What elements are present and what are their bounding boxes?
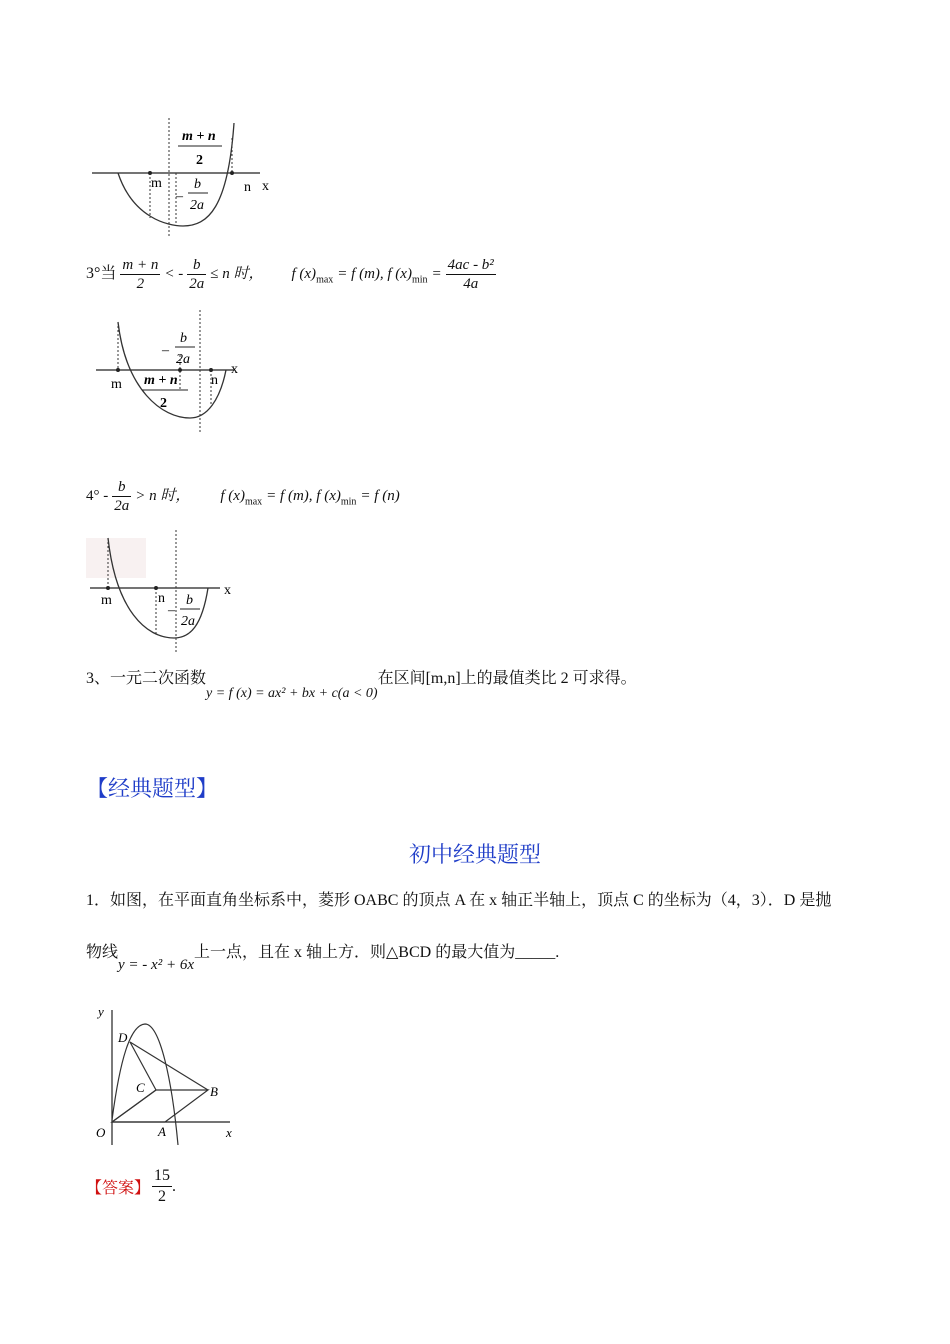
svg-text:2a: 2a [190,198,204,213]
parabola-formula: y = - x² + 6x [118,957,194,973]
frac-vertex-value: $\frac{\text{4ac - b²}}{4a}$ [447,257,494,292]
svg-text:b: b [194,177,201,192]
svg-text:m + n: m + n [144,373,178,388]
label-n: n [244,180,251,195]
svg-text:A: A [158,1124,166,1139]
sub-heading: 初中经典题型 [408,843,541,868]
label-m: m [151,176,162,191]
svg-text:2a: 2a [181,614,195,629]
answer-line: 【答案】 $\frac{15}{2}$ . [86,1167,177,1205]
answer-fraction: $\frac{15}{2}$ [154,1167,171,1205]
svg-text:2: 2 [160,396,167,411]
label-x: x [231,362,238,377]
svg-text:b: b [180,331,187,346]
item3-line: 3、一元二次函数y = f (x) = ax² + bx + c(a < 0)在区间[m,n]上的最值类比 2 可求得。 [86,670,637,701]
problem1-line1: 1．如图，在平面直角坐标系中，菱形 OABC 的顶点 A 在 x 轴正半轴上，顶点 C 的坐标为（4，3）．D 是抛 [86,892,832,909]
svg-text:O: O [96,1125,106,1140]
label-m: m [101,593,112,608]
svg-text:y: y [98,1004,104,1019]
watermark-smudge [86,538,146,578]
label-x: x [224,583,231,598]
label-m: m [111,377,122,392]
case3-line: 3°当 $\frac{m + n}{2}$ < - $\frac{b}{2a}$ ≤ n 时， f $(x)_{max} = f$ (m), f $(x)_{min}$ = $\frac{\text{4ac - b²}}{4a}$ [86,257,494,292]
svg-text:2: 2 [196,153,203,168]
svg-text:C: C [136,1080,145,1095]
svg-text:–: – [162,343,169,358]
frac-b-2a: $\frac{b}{2a}$ [189,257,205,292]
svg-text:2a: 2a [176,352,190,367]
quadratic-formula: y = f (x) = ax² + bx + c(a < 0) [206,686,378,701]
label-x: x [262,179,269,194]
rhombus-OABC [112,1090,208,1122]
svg-text:x: x [226,1125,232,1140]
graph-case3 [92,310,252,435]
problem1-line2: 物线y = - x² + 6x上一点，且在 x 轴上方．则△BCD 的最大值为_____. [86,944,560,973]
svg-text:D: D [118,1030,128,1045]
svg-text:–: – [176,189,183,204]
rhombus-figure [90,1000,250,1150]
case4-line: 4° - $\frac{b}{2a}$ > n 时， f $(x)_{max} = f$ (m), f $(x)_{min} = f$ (n) [86,479,400,514]
svg-text:–: – [168,603,175,618]
section-heading: 【经典题型】 [86,777,219,802]
label-mn: m + n [182,129,216,144]
graph-case4 [86,530,246,655]
svg-text:B: B [210,1084,218,1099]
svg-text:b: b [186,593,193,608]
graph-case2 [88,118,288,243]
frac-mn-2: $\frac{m + n}{2}$ [122,257,159,292]
frac-b-2a: $\frac{b}{2a}$ [114,479,130,514]
label-n: n [158,591,165,606]
label-n: n [211,373,218,388]
answer-label: 【答案】 [86,1178,151,1197]
